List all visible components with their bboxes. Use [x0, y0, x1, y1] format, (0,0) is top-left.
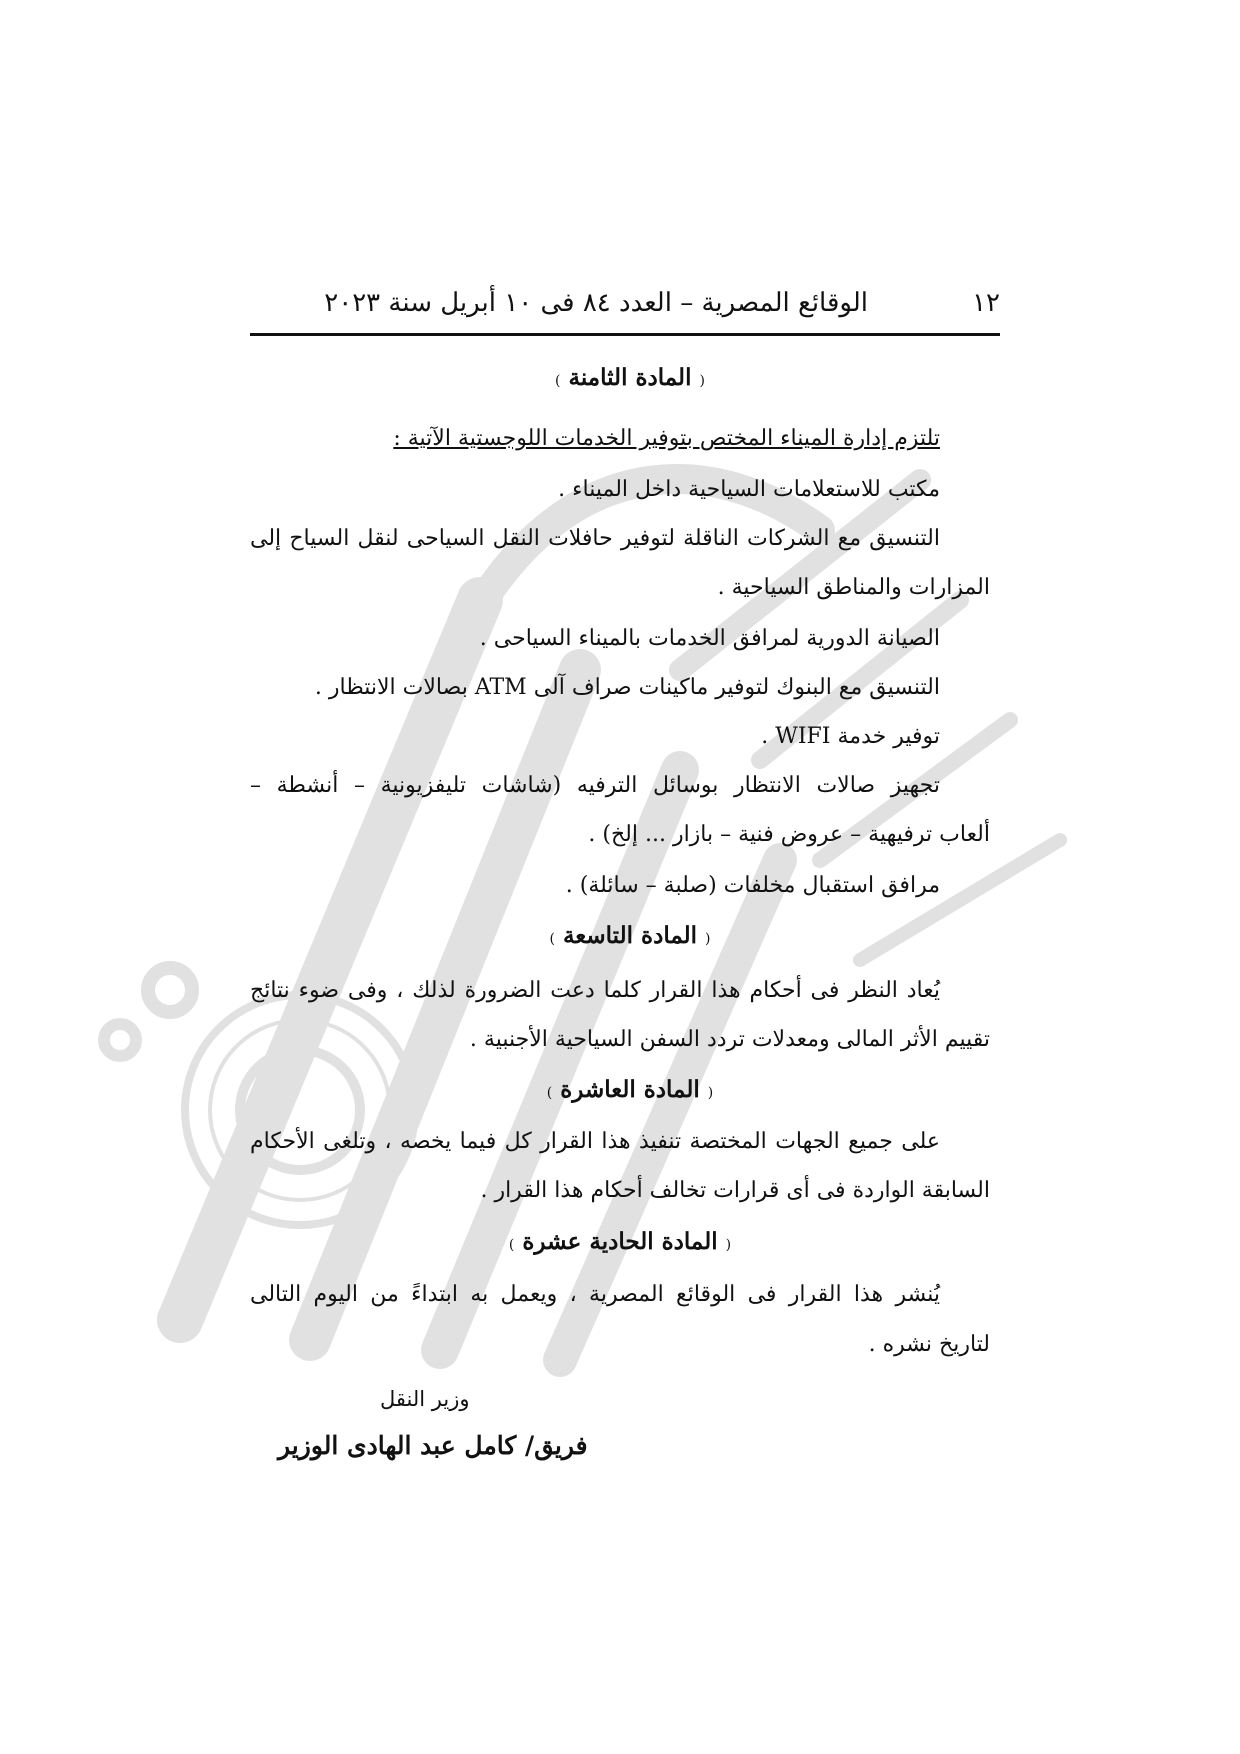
article-8-item-1: مكتب للاستعلامات السياحية داخل الميناء . — [558, 477, 940, 502]
header-divider — [250, 333, 1000, 336]
article-10-line-1: على جميع الجهات المختصة تنفيذ هذا القرار كل فيما يخصه ، وتلغى الأحكام — [250, 1129, 940, 1154]
paren-open: ( — [705, 931, 711, 947]
running-title: الوقائع المصرية – العدد ٨٤ فى ١٠ أبريل سنة ٢٠٢٣ — [324, 288, 868, 318]
signature-name: فريق/ كامل عبد الهادى الوزير — [278, 1431, 588, 1460]
paren-close: ) — [549, 931, 555, 947]
article-8-item-2-line-1: التنسيق مع الشركات الناقلة لتوفير حافلات النقل السياحى لنقل السياح إلى — [250, 526, 940, 551]
article-10-heading — [520, 1074, 740, 1109]
article-8-item-5: توفير خدمة WIFI . — [761, 724, 940, 749]
article-11-line-2: لتاريخ نشره . — [868, 1332, 990, 1357]
article-8-heading — [520, 362, 740, 397]
paren-close: ) — [508, 1237, 515, 1253]
page-number: ١٢ — [972, 288, 1000, 318]
paren-close: ) — [546, 1085, 553, 1101]
article-8-item-4: التنسيق مع البنوك لتوفير ماكينات صراف آلى ATM بصالات الانتظار . — [314, 675, 940, 700]
article-8-item-7: مرافق استقبال مخلفات (صلبة – سائلة) . — [565, 873, 940, 898]
paren-close: ) — [555, 373, 561, 389]
article-8-item-3: الصيانة الدورية لمرافق الخدمات بالميناء السياحى . — [479, 626, 940, 651]
article-8-item-6-line-1: تجهيز صالات الانتظار بوسائل الترفيه (شاشات تليفزيونية – أنشطة – — [250, 773, 940, 798]
article-10-line-2: السابقة الواردة فى أى قرارات تخالف أحكام هذا القرار . — [480, 1178, 990, 1203]
article-9-heading-text: المادة التاسعة — [562, 922, 698, 949]
article-11-heading — [490, 1226, 750, 1261]
paren-open: ( — [707, 1085, 714, 1101]
article-11-heading-text: المادة الحادية عشرة — [522, 1228, 718, 1255]
signature-title: وزير النقل — [380, 1387, 470, 1411]
article-8-item-6-line-2: ألعاب ترفيهية – عروض فنية – بازار ... إلخ) . — [588, 822, 990, 847]
article-9-line-2: تقييم الأثر المالى ومعدلات تردد السفن السياحية الأجنبية . — [469, 1027, 990, 1052]
article-11-line-1: يُنشر هذا القرار فى الوقائع المصرية ، ويعمل به ابتداءً من اليوم التالى — [250, 1282, 940, 1307]
article-9-line-1: يُعاد النظر فى أحكام هذا القرار كلما دعت الضرورة لذلك ، وفى ضوء نتائج — [250, 978, 941, 1003]
article-10-heading-text: المادة العاشرة — [560, 1076, 700, 1103]
paren-open: ( — [699, 373, 705, 389]
article-8-intro: تلتزم إدارة الميناء المختص بتوفير الخدمات اللوجستية الآتية : — [393, 426, 940, 451]
page-header — [250, 270, 1000, 322]
paren-open: ( — [725, 1237, 732, 1253]
article-8-item-2-line-2: المزارات والمناطق السياحية . — [717, 575, 990, 600]
article-9-heading — [520, 920, 740, 955]
article-8-heading-text: المادة الثامنة — [568, 364, 692, 391]
